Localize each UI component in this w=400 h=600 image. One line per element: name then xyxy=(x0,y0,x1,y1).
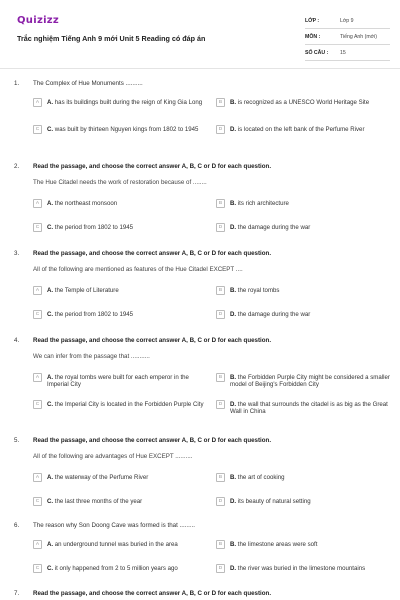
option-letter: B. xyxy=(230,373,237,381)
option-label: it only happened from 2 to 5 million years ago xyxy=(54,564,178,572)
option-letter: C. xyxy=(47,400,54,408)
option-text xyxy=(47,99,207,107)
quizizz-logo[interactable]: Quizizz xyxy=(17,15,60,26)
question-prompt: All of the following are advantages of Hue EXCEPT .......... xyxy=(33,453,193,460)
option-text xyxy=(230,200,390,208)
option-label: the royal tombs were built for each emperor in the Imperial City xyxy=(47,373,189,388)
option-checkbox[interactable]: B xyxy=(216,473,225,482)
question-prompt: The Hue Citadel needs the work of restoration because of ........ xyxy=(33,179,207,186)
option-checkbox[interactable]: D xyxy=(216,400,225,409)
option-letter: D. xyxy=(230,223,237,231)
question-number: 4. xyxy=(14,337,20,344)
meta-label: SỐ CÂU : xyxy=(305,50,329,56)
meta-label: LỚP : xyxy=(305,18,320,24)
option-text xyxy=(230,565,390,573)
option-text xyxy=(230,311,390,319)
option-letter: C. xyxy=(47,497,54,505)
option-text xyxy=(230,401,390,416)
option-letter: A. xyxy=(47,98,54,106)
question-text: The Complex of Hue Monuments .......... xyxy=(33,80,143,87)
option-letter: B. xyxy=(230,473,237,481)
question-number: 7. xyxy=(14,590,20,597)
question-prompt: All of the following are mentioned as features of the Hue Citadel EXCEPT .... xyxy=(33,266,243,273)
option-checkbox[interactable]: B xyxy=(216,540,225,549)
option-text xyxy=(47,224,207,232)
option-text xyxy=(47,311,207,319)
option-text xyxy=(47,200,207,208)
option-letter: C. xyxy=(47,223,54,231)
option-letter: D. xyxy=(230,125,237,133)
meta-row-subject xyxy=(305,31,390,45)
option-checkbox[interactable]: D xyxy=(216,497,225,506)
option-checkbox[interactable]: D xyxy=(216,310,225,319)
meta-value: Lớp 9 xyxy=(340,18,354,24)
question-number: 2. xyxy=(14,163,20,170)
meta-row-count xyxy=(305,47,390,61)
option-label: the limestone areas were soft xyxy=(237,540,318,548)
option-text xyxy=(230,541,390,549)
question-number: 5. xyxy=(14,437,20,444)
option-label: its rich architecture xyxy=(237,199,289,207)
option-label: the Temple of Literature xyxy=(54,286,119,294)
option-letter: C. xyxy=(47,125,54,133)
option-letter: B. xyxy=(230,98,237,106)
option-label: the waterway of the Perfume River xyxy=(54,473,149,481)
option-checkbox[interactable]: C xyxy=(33,125,42,134)
option-letter: C. xyxy=(47,310,54,318)
question-prompt: We can infer from the passage that ........... xyxy=(33,353,150,360)
option-label: the damage during the war xyxy=(237,310,311,318)
option-checkbox[interactable]: D xyxy=(216,564,225,573)
meta-value: Tiếng Anh (mới) xyxy=(340,34,377,40)
question-text: Read the passage, and choose the correct answer A, B, C or D for each question. xyxy=(33,163,272,170)
option-label: the Imperial City is located in the Forbidden Purple City xyxy=(54,400,204,408)
option-text xyxy=(230,498,390,506)
option-checkbox[interactable]: A xyxy=(33,199,42,208)
option-letter: D. xyxy=(230,564,237,572)
meta-label: MÔN : xyxy=(305,34,321,40)
option-label: the last three months of the year xyxy=(54,497,143,505)
meta-row-class xyxy=(305,15,390,29)
meta-value: 15 xyxy=(340,50,346,56)
option-checkbox[interactable]: A xyxy=(33,286,42,295)
option-letter: A. xyxy=(47,473,54,481)
option-text xyxy=(47,541,207,549)
option-letter: A. xyxy=(47,540,54,548)
option-label: has its buildings built during the reign of King Gia Long xyxy=(54,98,203,106)
option-text xyxy=(230,126,390,134)
question-text: Read the passage, and choose the correct answer A, B, C or D for each question. xyxy=(33,590,272,597)
option-label: its beauty of natural setting xyxy=(237,497,311,505)
question-text: The reason why Son Doong Cave was formed is that ......... xyxy=(33,522,195,529)
question-number: 1. xyxy=(14,80,20,87)
option-text xyxy=(47,498,207,506)
option-checkbox[interactable]: A xyxy=(33,473,42,482)
option-label: an underground tunnel was buried in the area xyxy=(54,540,178,548)
option-checkbox[interactable]: D xyxy=(216,223,225,232)
option-text xyxy=(230,287,390,295)
option-letter: B. xyxy=(230,286,237,294)
question-number: 6. xyxy=(14,522,20,529)
header-divider xyxy=(0,68,400,69)
option-checkbox[interactable]: A xyxy=(33,540,42,549)
worksheet-title: Trắc nghiệm Tiếng Anh 9 mới Unit 5 Reading có đáp án xyxy=(17,34,206,43)
option-label: the northeast monsoon xyxy=(54,199,118,207)
option-label: is recognized as a UNESCO World Heritage Site xyxy=(237,98,370,106)
option-checkbox[interactable]: B xyxy=(216,199,225,208)
option-letter: D. xyxy=(230,310,237,318)
option-checkbox[interactable]: B xyxy=(216,286,225,295)
option-checkbox[interactable]: A xyxy=(33,98,42,107)
option-checkbox[interactable]: A xyxy=(33,373,42,382)
option-label: is located on the left bank of the Perfume River xyxy=(237,125,365,133)
option-text xyxy=(230,99,390,107)
question-text: Read the passage, and choose the correct answer A, B, C or D for each question. xyxy=(33,437,272,444)
option-letter: C. xyxy=(47,564,54,572)
option-label: the damage during the war xyxy=(237,223,311,231)
option-label: the period from 1802 to 1945 xyxy=(54,223,134,231)
option-letter: A. xyxy=(47,373,54,381)
option-checkbox[interactable]: C xyxy=(33,400,42,409)
option-text xyxy=(47,401,207,409)
option-checkbox[interactable]: C xyxy=(33,497,42,506)
option-text xyxy=(230,224,390,232)
option-letter: B. xyxy=(230,199,237,207)
option-text xyxy=(47,374,207,389)
option-checkbox[interactable]: D xyxy=(216,125,225,134)
option-text xyxy=(47,287,207,295)
question-text: Read the passage, and choose the correct answer A, B, C or D for each question. xyxy=(33,250,272,257)
option-label: the river was buried in the limestone mountains xyxy=(237,564,366,572)
option-label: the royal tombs xyxy=(237,286,280,294)
option-letter: A. xyxy=(47,286,54,294)
worksheet-meta xyxy=(305,15,390,63)
option-text xyxy=(47,474,207,482)
option-checkbox[interactable]: C xyxy=(33,564,42,573)
option-checkbox[interactable]: B xyxy=(216,98,225,107)
option-letter: D. xyxy=(230,497,237,505)
option-letter: D. xyxy=(230,400,237,408)
option-text xyxy=(47,126,207,134)
option-checkbox[interactable]: B xyxy=(216,373,225,382)
option-label: was built by thirteen Nguyen kings from 1802 to 1945 xyxy=(54,125,199,133)
option-text xyxy=(230,474,390,482)
option-label: the wall that surrounds the citadel is as big as the Great Wall in China xyxy=(230,400,388,415)
question-number: 3. xyxy=(14,250,20,257)
worksheet-header xyxy=(0,0,400,66)
option-label: the period from 1802 to 1945 xyxy=(54,310,134,318)
option-letter: B. xyxy=(230,540,237,548)
question-text: Read the passage, and choose the correct answer A, B, C or D for each question. xyxy=(33,337,272,344)
option-label: the Forbidden Purple City might be considered a smaller model of Beijing's Forbidden City xyxy=(230,373,390,388)
option-text xyxy=(47,565,207,573)
option-label: the art of cooking xyxy=(237,473,285,481)
option-checkbox[interactable]: C xyxy=(33,310,42,319)
option-letter: A. xyxy=(47,199,54,207)
option-checkbox[interactable]: C xyxy=(33,223,42,232)
option-text xyxy=(230,374,390,389)
